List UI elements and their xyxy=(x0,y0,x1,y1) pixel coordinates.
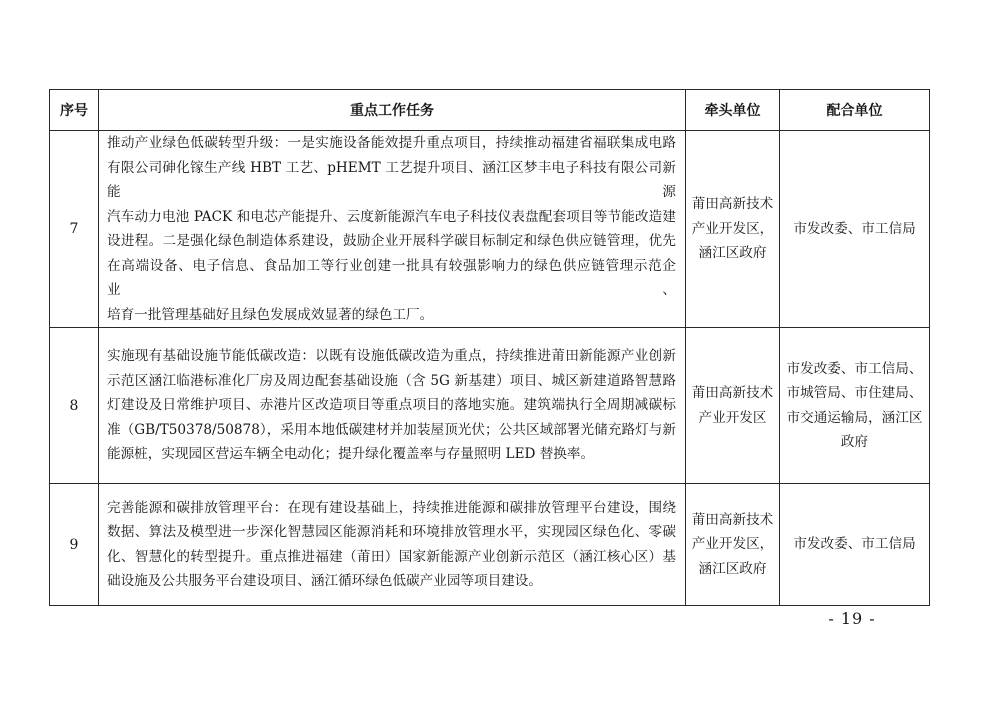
task-line: 汽车动力电池 PACK 和电芯产能提升、云度新能源汽车电子科技仪表盘配套项目等节能改造建 xyxy=(107,208,676,225)
task-line: 培育一批管理基础好且绿色发展成效显著的绿色工厂。 xyxy=(107,306,434,323)
table-row xyxy=(50,131,930,328)
task-line: 设进程。二是强化绿色制造体系建设，鼓励企业开展科学碳目标制定和绿色供应链管理，优先 xyxy=(107,233,676,249)
coop-unit-line: 市发改委、市工信局 xyxy=(793,536,916,553)
coop-unit-line: 市交通运输局，涵江区 xyxy=(786,409,923,426)
table-header-row xyxy=(50,90,930,131)
page-number: - 19 - xyxy=(828,609,876,628)
task-line: 完善能源和碳排放管理平台：在现有建设基础上，持续推进能源和碳排放管理平台建设，围绕 xyxy=(107,499,676,516)
task-cell xyxy=(99,131,686,328)
table-row xyxy=(50,328,930,484)
header-lead-unit: 牵头单位 xyxy=(686,90,780,131)
coop-unit-cell xyxy=(780,131,930,328)
coop-unit-line: 政府 xyxy=(840,434,869,450)
lead-unit-line: 产业开发区， xyxy=(691,536,774,553)
lead-unit-cell xyxy=(686,328,780,484)
lead-unit-line: 莆田高新技术 xyxy=(691,511,774,528)
task-cell xyxy=(99,328,686,484)
task-line: 灯建设及日常维护项目、赤港片区改造项目等重点项目的落地实施。建筑端执行全周期减碳标 xyxy=(107,397,676,414)
coop-unit-line: 市发改委、市工信局、 xyxy=(786,360,923,377)
lead-unit-line: 产业开发区， xyxy=(691,220,774,237)
header-task: 重点工作任务 xyxy=(99,90,686,131)
task-line: 能源桩，实现园区营运车辆全电动化；提升绿化覆盖率与存量照明 LED 替换率。 xyxy=(107,446,595,463)
task-line: 在高端设备、电子信息、食品加工等行业创建一批具有较强影响力的绿色供应链管理示范企业、 xyxy=(107,257,676,298)
lead-unit-line: 涵江区政府 xyxy=(698,560,767,577)
task-line: 化、智慧化的转型提升。重点推进福建（莆田）国家新能源产业创新示范区（涵江核心区）基 xyxy=(107,548,676,565)
seq-cell: 7 xyxy=(50,131,99,328)
task-line: 有限公司砷化镓生产线 HBT 工艺、pHEMT 工艺提升项目、涵江区梦丰电子科技有限公司新能源 xyxy=(107,159,676,200)
task-line: 推动产业绿色低碳转型升级：一是实施设备能效提升重点项目，持续推动福建省福联集成电路 xyxy=(107,135,676,151)
lead-unit-cell xyxy=(686,131,780,328)
lead-unit-cell xyxy=(686,484,780,606)
table-row xyxy=(50,484,930,606)
table-body xyxy=(50,131,930,606)
task-line: 示范区涵江临港标准化厂房及周边配套基础设施（含 5G 新基建）项目、城区新建道路智慧路 xyxy=(107,372,676,389)
header-coop-unit: 配合单位 xyxy=(780,90,930,131)
lead-unit-line: 莆田高新技术 xyxy=(691,196,774,213)
seq-cell: 8 xyxy=(50,328,99,484)
coop-unit-line: 市城管局、市住建局、 xyxy=(786,385,923,401)
work-task-table xyxy=(49,89,930,606)
lead-unit-line: 产业开发区 xyxy=(698,409,767,426)
coop-unit-cell xyxy=(780,328,930,484)
task-line: 数据、算法及模型进一步深化智慧园区能源消耗和环境排放管理水平，实现园区绿色化、零碳 xyxy=(107,524,676,540)
task-line: 实施现有基础设施节能低碳改造：以既有设施低碳改造为重点，持续推进莆田新能源产业创新 xyxy=(107,348,676,365)
coop-unit-cell xyxy=(780,484,930,606)
task-line: 础设施及公共服务平台建设项目、涵江循环绿色低碳产业园等项目建设。 xyxy=(107,573,542,589)
lead-unit-line: 涵江区政府 xyxy=(698,245,767,262)
header-seq: 序号 xyxy=(50,90,99,131)
coop-unit-line: 市发改委、市工信局 xyxy=(793,220,916,237)
seq-cell: 9 xyxy=(50,484,99,606)
task-line: 准（GB/T50378/50878），采用本地低碳建材并加装屋顶光伏；公共区域部署光储充路灯与新 xyxy=(107,421,676,438)
task-cell xyxy=(99,484,686,606)
lead-unit-line: 莆田高新技术 xyxy=(691,385,774,401)
